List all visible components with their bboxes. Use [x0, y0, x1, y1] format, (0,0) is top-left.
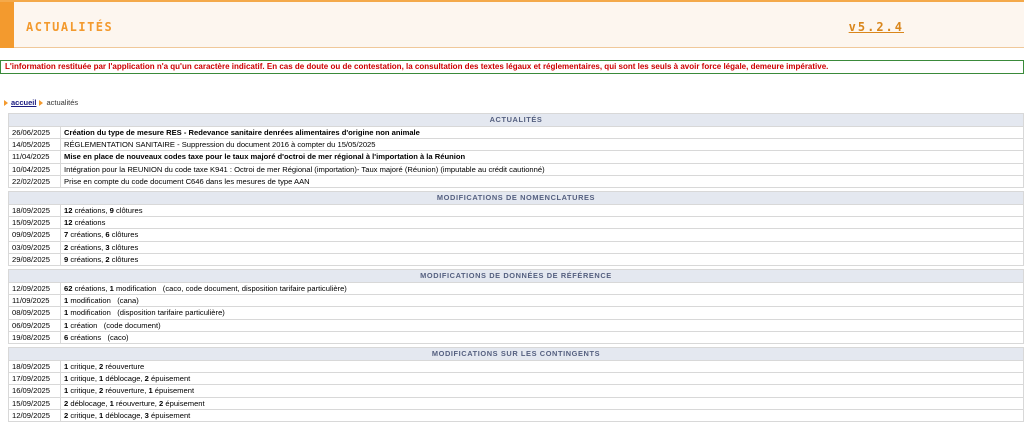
table-row: [9, 229, 1024, 241]
table-row: [9, 151, 1024, 163]
count-label: épuisement: [148, 410, 191, 420]
row-date: 18/09/2025: [9, 205, 61, 217]
row-summary: [61, 283, 1024, 295]
count-label: critique,: [68, 362, 100, 372]
count-value: 9: [109, 206, 114, 216]
table-row: [9, 397, 1024, 409]
news-text: Intégration pour la REUNION du code taxe K941 : Octroi de mer Régional (importation)- Taux majoré (Réunion) (imputable au crédit cautionné): [61, 163, 1024, 175]
count-value: 1: [109, 284, 114, 294]
count-label: modification (disposition tarifaire particulière): [68, 308, 225, 318]
count-label: déblocage,: [103, 374, 145, 384]
count-value: 3: [144, 410, 149, 420]
count-value: 1: [64, 362, 69, 372]
legal-disclaimer: L'information restituée par l'application n'a qu'un caractère indicatif. En cas de doute ou de contestation, la consultation des textes légaux et réglementaires, qui sont les seuls à avoir force légale, demeure impérative.: [0, 60, 1024, 74]
section-title: ACTUALITÉS: [9, 114, 1024, 127]
count-label: créations: [72, 218, 106, 228]
row-date: 18/09/2025: [9, 361, 61, 373]
row-date: 19/08/2025: [9, 331, 61, 343]
table-row: [9, 385, 1024, 397]
count-label: clôtures: [109, 242, 139, 252]
count-label: épuisement: [163, 398, 205, 408]
count-value: 12: [64, 206, 73, 216]
count-value: 1: [64, 374, 69, 384]
count-value: 3: [105, 242, 110, 252]
row-summary: [61, 331, 1024, 343]
section-title: MODIFICATIONS DE DONNÉES DE RÉFÉRENCE: [9, 270, 1024, 283]
row-summary: [61, 373, 1024, 385]
count-label: critique,: [68, 410, 100, 420]
section-header-nomenclature: [9, 192, 1024, 205]
count-label: créations (caco): [68, 332, 129, 342]
table-row: [9, 283, 1024, 295]
page-title: ACTUALITÉS: [26, 20, 114, 34]
count-label: critique,: [68, 374, 100, 384]
count-value: 1: [99, 410, 104, 420]
section-title: MODIFICATIONS SUR LES CONTINGENTS: [9, 348, 1024, 361]
row-date: 06/09/2025: [9, 319, 61, 331]
count-value: 2: [105, 254, 110, 264]
count-label: modification (caco, code document, disposition tarifaire particulière): [113, 284, 347, 294]
row-date: 11/09/2025: [9, 295, 61, 307]
breadcrumb-current: actualités: [46, 98, 79, 107]
row-summary: [61, 385, 1024, 397]
table-row: [9, 127, 1024, 139]
row-date: 22/02/2025: [9, 175, 61, 187]
header-accent-bar: [0, 2, 14, 48]
breadcrumb-home-link[interactable]: accueil: [11, 98, 37, 107]
news-text: Mise en place de nouveaux codes taxe pour le taux majoré d'octroi de mer régional à l'importation à la Réunion: [61, 151, 1024, 163]
count-label: épuisement: [152, 386, 195, 396]
row-date: 08/09/2025: [9, 307, 61, 319]
row-date: 14/05/2025: [9, 139, 61, 151]
breadcrumb-arrow-icon: [4, 100, 8, 106]
count-value: 2: [159, 398, 164, 408]
row-date: 12/09/2025: [9, 283, 61, 295]
table-row: [9, 331, 1024, 343]
row-summary: [61, 217, 1024, 229]
count-value: 1: [64, 308, 69, 318]
table-row: [9, 361, 1024, 373]
row-summary: [61, 229, 1024, 241]
count-label: modification (cana): [68, 296, 139, 306]
row-date: 10/04/2025: [9, 163, 61, 175]
row-summary: [61, 361, 1024, 373]
count-value: 1: [99, 374, 104, 384]
table-row: [9, 295, 1024, 307]
count-label: créations,: [68, 254, 106, 264]
table-row: [9, 253, 1024, 265]
count-label: créations,: [68, 230, 106, 240]
row-summary: [61, 409, 1024, 421]
count-value: 2: [64, 410, 69, 420]
table-row: [9, 175, 1024, 187]
table-row: [9, 205, 1024, 217]
count-label: créations,: [72, 284, 110, 294]
row-date: 11/04/2025: [9, 151, 61, 163]
row-summary: [61, 205, 1024, 217]
row-date: 15/09/2025: [9, 217, 61, 229]
breadcrumb: [4, 97, 78, 109]
count-label: critique,: [68, 386, 100, 396]
table-row: [9, 307, 1024, 319]
breadcrumb-arrow-icon: [39, 100, 43, 106]
row-summary: [61, 307, 1024, 319]
table-row: [9, 409, 1024, 421]
count-label: réouverture,: [103, 386, 149, 396]
section-title: MODIFICATIONS DE NOMENCLATURES: [9, 192, 1024, 205]
table-row: [9, 217, 1024, 229]
row-date: 17/09/2025: [9, 373, 61, 385]
row-date: 09/09/2025: [9, 229, 61, 241]
count-value: 9: [64, 254, 69, 264]
row-summary: [61, 397, 1024, 409]
count-value: 2: [99, 362, 104, 372]
count-label: déblocage,: [103, 410, 145, 420]
row-summary: [61, 319, 1024, 331]
count-label: épuisement: [148, 374, 191, 384]
count-label: créations,: [72, 206, 110, 216]
count-label: créations,: [68, 242, 106, 252]
count-label: clôtures: [113, 206, 143, 216]
row-date: 12/09/2025: [9, 409, 61, 421]
section-header-quotas: [9, 348, 1024, 361]
row-date: 15/09/2025: [9, 397, 61, 409]
row-summary: [61, 295, 1024, 307]
count-value: 1: [64, 386, 69, 396]
row-date: 26/06/2025: [9, 127, 61, 139]
count-value: 62: [64, 284, 73, 294]
table-row: [9, 163, 1024, 175]
row-date: 16/09/2025: [9, 385, 61, 397]
count-value: 2: [99, 386, 104, 396]
count-label: déblocage,: [68, 398, 110, 408]
news-table-body: [9, 114, 1024, 422]
count-value: 6: [64, 332, 69, 342]
row-summary: [61, 241, 1024, 253]
count-value: 1: [109, 398, 114, 408]
section-header-reference: [9, 270, 1024, 283]
count-label: réouverture,: [113, 398, 160, 408]
count-value: 2: [144, 374, 149, 384]
count-value: 12: [64, 218, 73, 228]
count-label: clôtures: [109, 254, 139, 264]
section-header-news: [9, 114, 1024, 127]
row-date: 03/09/2025: [9, 241, 61, 253]
row-summary: [61, 253, 1024, 265]
news-text: Prise en compte du code document C646 dans les mesures de type AAN: [61, 175, 1024, 187]
app-header: [0, 0, 1024, 48]
count-label: clôtures: [109, 230, 139, 240]
row-date: 29/08/2025: [9, 253, 61, 265]
count-value: 2: [64, 242, 69, 252]
count-value: 1: [148, 386, 153, 396]
news-text: RÉGLEMENTATION SANITAIRE - Suppression du document 2016 à compter du 15/05/2025: [61, 139, 1024, 151]
count-value: 1: [64, 296, 69, 306]
count-label: création (code document): [68, 320, 161, 330]
count-value: 6: [105, 230, 110, 240]
news-text: Création du type de mesure RES - Redevance sanitaire denrées alimentaires d'origine non animale: [61, 127, 1024, 139]
table-row: [9, 241, 1024, 253]
table-row: [9, 139, 1024, 151]
count-label: réouverture: [103, 362, 145, 372]
news-table: [8, 113, 1024, 422]
count-value: 7: [64, 230, 69, 240]
version-link[interactable]: v5.2.4: [848, 20, 904, 34]
table-row: [9, 319, 1024, 331]
count-value: 1: [64, 320, 69, 330]
table-row: [9, 373, 1024, 385]
count-value: 2: [64, 398, 69, 408]
